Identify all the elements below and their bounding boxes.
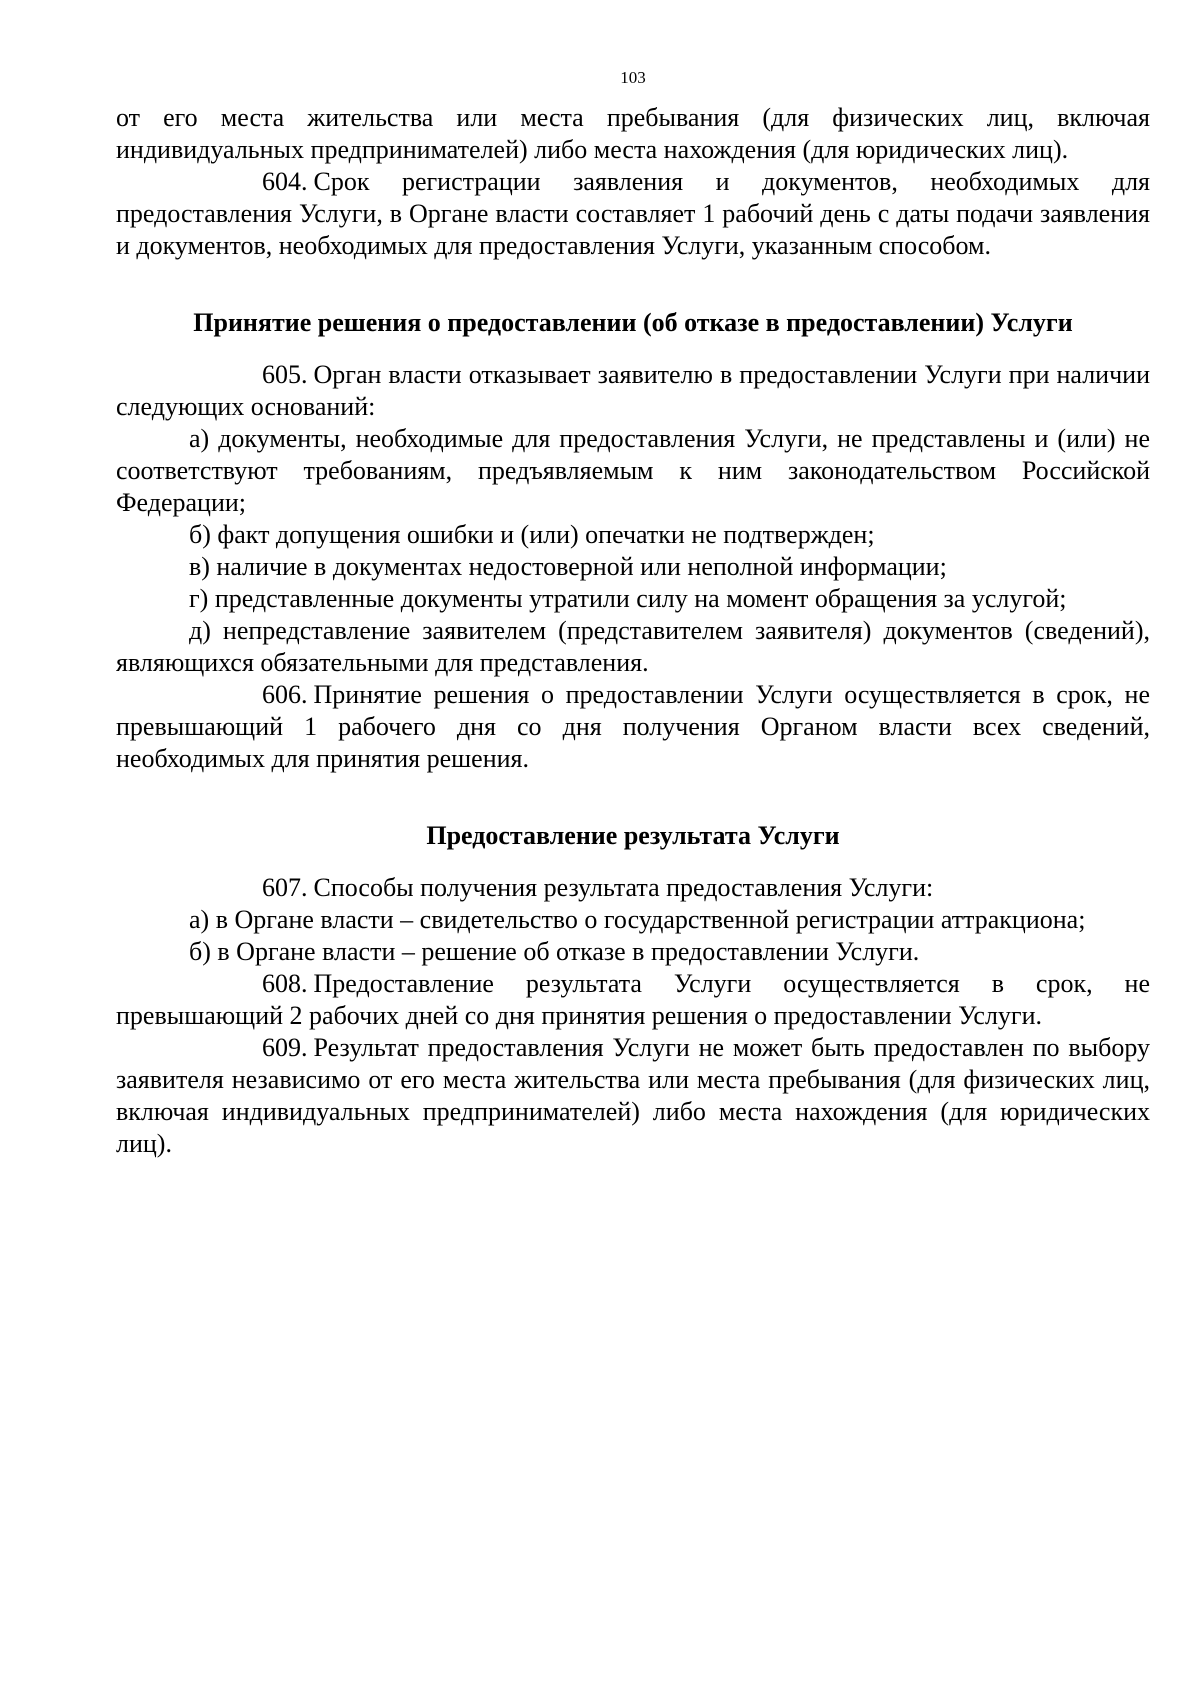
paragraph-text: Предоставление результата Услуги осуществляется в срок, не превышающий 2 рабочих дней со дня принятия решения о предоставлении Услуги. xyxy=(116,969,1150,1030)
list-item: б) факт допущения ошибки и (или) опечатки не подтвержден; xyxy=(189,520,875,549)
list-item: в) наличие в документах недостоверной или неполной информации; xyxy=(189,552,947,581)
list-item: а) документы, необходимые для предоставления Услуги, не представлены и (или) не соответствуют требованиям, предъявляемым к ним законодательством Российской Федерации; xyxy=(116,424,1150,517)
paragraph-text: Срок регистрации заявления и документов, необходимых для предоставления Услуги, в Органе власти составляет 1 рабочий день с даты подачи заявления и документов, необходимых для предоставления Услуги, указанным способом. xyxy=(116,167,1150,260)
list-item: г) представленные документы утратили силу на момент обращения за услугой; xyxy=(189,584,1067,613)
paragraph-number: 608. xyxy=(262,969,308,998)
paragraph-607 xyxy=(116,872,1150,904)
paragraph-number: 609. xyxy=(262,1033,308,1062)
list-item: а) в Органе власти – свидетельство о государственной регистрации аттракциона; xyxy=(189,905,1086,934)
list-item: б) в Органе власти – решение об отказе в предоставлении Услуги. xyxy=(189,937,920,966)
paragraph-606 xyxy=(116,679,1150,775)
paragraph-604 xyxy=(116,166,1150,262)
paragraph-text: Результат предоставления Услуги не может быть предоставлен по выбору заявителя независимо от его места жительства или места пребывания (для физических лиц, включая индивидуальных предпринимателей) либо места нахождения (для юридических лиц). xyxy=(116,1033,1150,1158)
document-page xyxy=(116,68,1150,1160)
paragraph-number: 605. xyxy=(262,360,308,389)
paragraph-text: Орган власти отказывает заявителю в предоставлении Услуги при наличии следующих оснований: xyxy=(116,360,1150,421)
paragraph-text: Принятие решения о предоставлении Услуги осуществляется в срок, не превышающий 1 рабочего дня со дня получения Органом власти всех сведений, необходимых для принятия решения. xyxy=(116,680,1150,773)
paragraph-605 xyxy=(116,359,1150,423)
section-heading-decision: Принятие решения о предоставлении (об отказе в предоставлении) Услуги xyxy=(193,308,1073,337)
list-item: д) непредставление заявителем (представителем заявителя) документов (сведений), являющихся обязательными для представления. xyxy=(116,616,1150,677)
section-heading-result: Предоставление результата Услуги xyxy=(426,821,840,850)
paragraph-number: 607. xyxy=(262,873,308,902)
paragraph-number: 606. xyxy=(262,680,308,709)
paragraph-608 xyxy=(116,968,1150,1032)
paragraph-609 xyxy=(116,1032,1150,1160)
paragraph-text: Способы получения результата предоставления Услуги: xyxy=(313,873,934,902)
page-number: 103 xyxy=(620,68,646,87)
paragraph-continuation: от его места жительства или места пребывания (для физических лиц, включая индивидуальных предпринимателей) либо места нахождения (для юридических лиц). xyxy=(116,103,1150,164)
paragraph-number: 604. xyxy=(262,167,308,196)
